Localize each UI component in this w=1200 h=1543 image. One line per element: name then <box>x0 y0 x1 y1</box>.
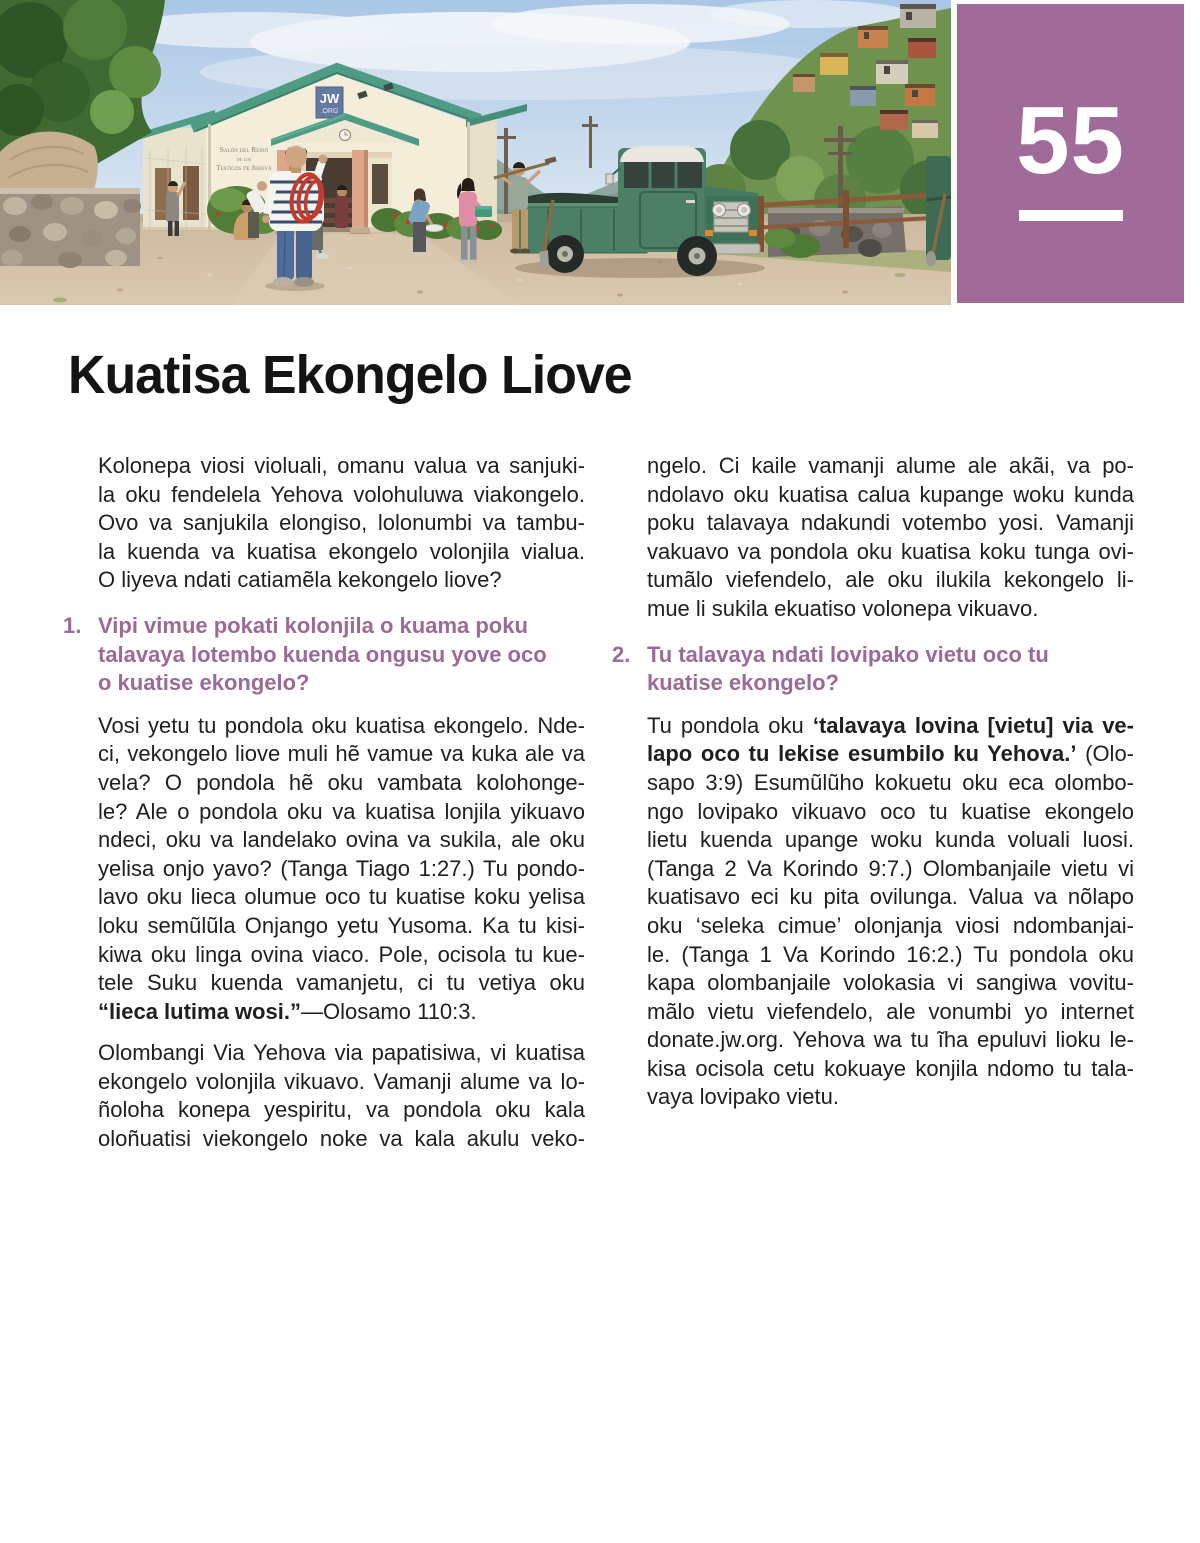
study-question-1 <box>63 612 585 698</box>
chapter-number: 55 <box>1016 86 1125 194</box>
question-1-text: Vipi vimue pokati kolonjila o kuama poku talavaya lotembo kuenda ongusu yove oco o kuatise ekongelo? <box>98 612 547 696</box>
right-column <box>612 452 1134 1112</box>
paragraph-2-continued: ngelo. Ci kaile vamanji alume ale akãi, va po- ndolavo oku kuatisa calua kupange woku kunda poku talavaya ndakundi votembo yosi. Vamanji vakuavo va pondola oku kuatisa koku tunga ovi- tumãlo viefendelo, ale oku ilukila kekongelo li- mue li sukila ekuatiso volonepa vikuavo. <box>647 453 1134 621</box>
question-1-number: 1. <box>63 612 82 638</box>
photo-illustration <box>0 0 951 305</box>
left-column <box>63 452 585 1154</box>
question-2-text: Tu talavaya ndati lovipako vietu oco tu kuatise ekongelo? <box>647 641 1049 696</box>
hall-sign-line3: Testigos de Jehová <box>216 164 272 172</box>
jw-org-sign-text: .ORG <box>320 108 339 115</box>
jw-org-sign <box>316 87 343 118</box>
paragraph-1: Vosi yetu tu pondola oku kuatisa ekongelo. Nde- ci, vekongelo liove muli hẽ vamue va kuka ale va vela? O pondola hẽ oku vambata kolohonge- le? Ale o pondola oku va kuatisa lonjila yikuavo ndeci, oku va landelako ovina va sukila, ale oku yelisa onjo yavo? (Tanga Tiago 1:27.) Tu pondo- lavo oku lieca olumue oco tu kuatise koku yelisa loku semũlũla Onjango yetu Yusoma. Ka tu kisi- kiwa oku linga ovina viaco. Pole, ocisola tu kue- tele Suku kuenda vamanjetu, ci tu vetiya oku “lieca lutima wosi.”—Olosamo 110:3. <box>98 712 585 1024</box>
chapter-number-badge <box>957 4 1184 303</box>
paragraph-3: Tu pondola oku ‘talavaya lovina [vietu] via ve- lapo oco tu lekise esumbilo ku Yehova.’ (Olo- sapo 3:9) Esumũlũho kokuetu oku eca olombo- ngo lovipako vikuavo oco tu kuatise ekongelo lietu kuenda upange woku kunda voluali luosi. (Tanga 2 Va Korindo 9:7.) Olombanjaile vietu vi kuatisavo eci ku pita ovilunga. Valua va nõlapo oku ‘seleka cimue’ olonjanja viosi ndombanjai- le. (Tanga 1 Va Korindo 16:2.) Tu pondola oku kapa olombanjaile volokasia vi sangiwa vovitu- mãlo vietu viefendelo, ale vonumbi yo internet donate.jw.org. Yehova wa tu ĩha epuluvi lioku le- kisa ocisola cetu kokuaye konjila ndomo tu tala- vaya lovipako vietu. <box>647 712 1134 1110</box>
paragraph-2: Olombangi Via Yehova via papatisiwa, vi kuatisa ekongelo volonjila vikuavo. Vamanji alume va lo- ñoloha konepa yespiritu, va pondola oku kala oloñuatisi viekongelo noke va kala akulu veko- <box>98 1040 585 1152</box>
hall-sign-line2: de los <box>236 157 252 163</box>
second-truck-edge <box>926 156 951 267</box>
study-question-2 <box>612 641 1134 698</box>
kingdom-hall-cleaning-photo <box>0 0 951 305</box>
chapter-number-underline <box>1019 210 1123 221</box>
page-title: Kuatisa Ekongelo Liove <box>68 345 632 405</box>
jw-sign-text: JW <box>319 91 340 106</box>
hall-sign-line1: Salón del Reino <box>219 145 269 154</box>
intro-paragraph: Kolonepa viosi violuali, omanu valua va sanjuki- la oku fendelela Yehova volohuluwa viakongelo. Ovo va sanjukila elongiso, lolonumbi va tambu- la kuenda va kuatisa ekongelo volonjila vialua. O liyeva ndati catiamẽla kekongelo liove? <box>98 453 585 593</box>
question-2-number: 2. <box>612 641 631 667</box>
